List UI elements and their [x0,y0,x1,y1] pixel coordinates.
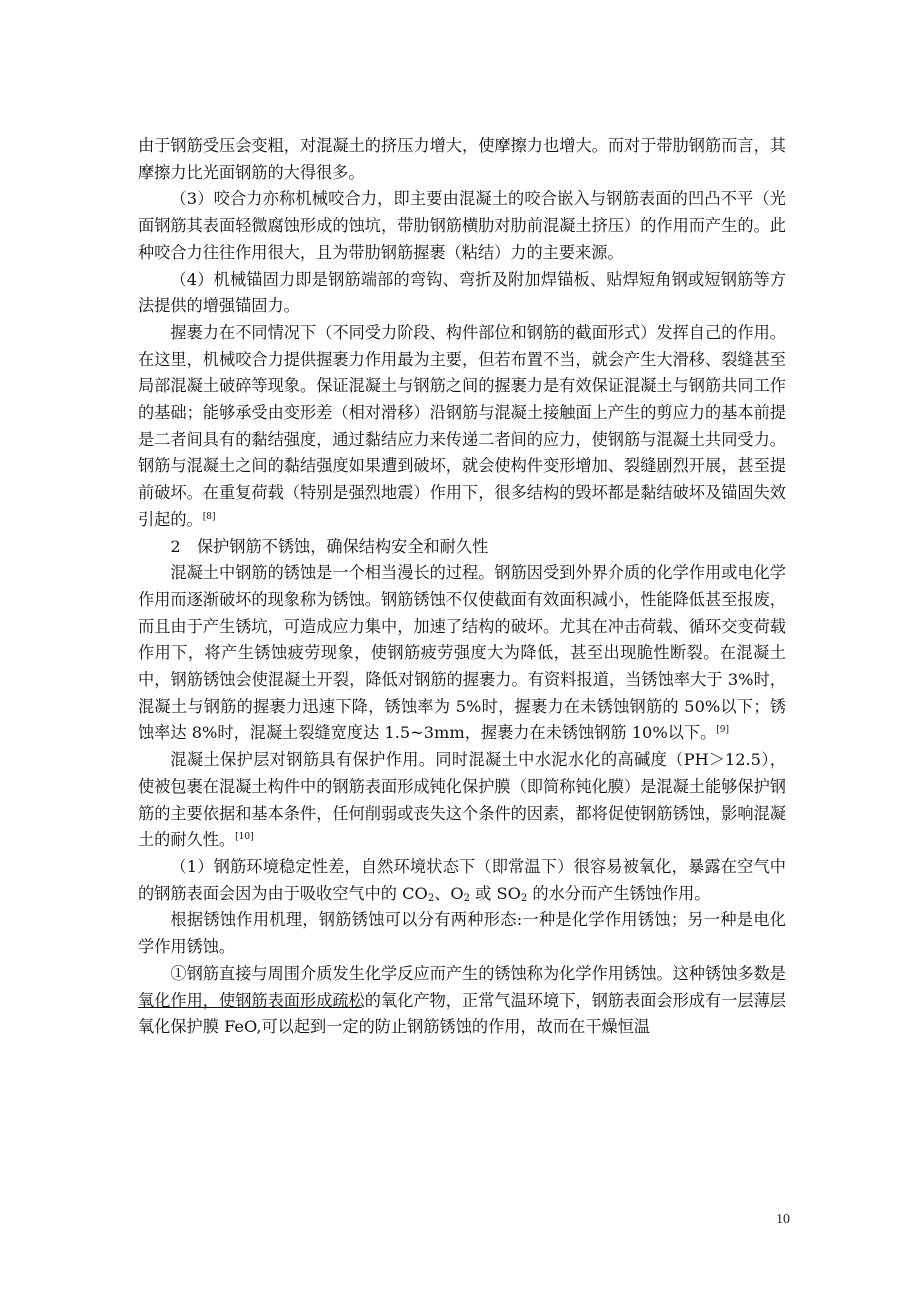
citation-ref: [9] [716,725,730,736]
body-paragraph [138,854,786,907]
body-paragraph [138,320,786,534]
paragraph-text: 的水分而产生锈蚀作用。 [527,883,711,903]
section-heading [138,534,786,561]
paragraph-text: ①钢筋直接与周围介质发生化学反应而产生的锈蚀称为化学作用锈蚀。这种锈蚀多数是氧化作用，使钢筋表面形成疏松的氧化产物，正常气温环境下，钢筋表面会形成有一层薄层氧化保护膜 FeO,可以起到一定的防止钢筋锈蚀的作用，故而在干燥恒温 [138,963,786,1037]
paragraph-text: 由于钢筋受压会变粗，对混凝土的挤压力增大，使摩擦力也增大。而对于带肋钢筋而言，其摩擦力比光面钢筋的大得很多。 [138,136,786,182]
paragraph-text: 混凝土中钢筋的锈蚀是一个相当漫长的过程。钢筋因受到外界介质的化学作用或电化学作用而逐渐破坏的现象称为锈蚀。钢筋锈蚀不仅使截面有效面积减小，性能降低甚至报废，而且由于产生锈坑，可造成应力集中，加速了结构的破坏。尤其在冲击荷载、循环交变荷载作用下，将产生锈蚀疲劳现象，使钢筋疲劳强度大为降低，甚至出现脆性断裂。在混凝土中，钢筋锈蚀会使混凝土开裂，降低对钢筋的握裹力。有资料报道，当锈蚀率大于 3%时，混凝土与钢筋的握裹力迅速下降，锈蚀率为 5%时，握裹力在未锈蚀钢筋的 50%以下；锈蚀率达 8%时，混凝土裂缝宽度达 1.5~3mm，握裹力在未锈蚀钢筋 10%以下。 [138,563,786,743]
body-text [138,133,786,1041]
subscript: 2 [463,892,471,904]
citation-ref: [10] [235,832,254,843]
body-paragraph [138,133,786,186]
paragraph-text: 握裹力在不同情况下（不同受力阶段、构件部位和钢筋的截面形式）发挥自己的作用。在这里，机械咬合力提供握裹力作用最为主要，但若布置不当，就会产生大滑移、裂缝甚至局部混凝土破碎等现象。保证混凝土与钢筋之间的握裹力是有效保证混凝土与钢筋共同工作的基础；能够承受由变形差（相对滑移）沿钢筋与混凝土接触面上产生的剪应力的基本前提是二者间具有的黏结强度，通过黏结应力来传递二者间的应力，使钢筋与混凝土共同受力。钢筋与混凝土之间的黏结强度如果遭到破坏，就会使构件变形增加、裂缝剧烈开展，甚至提前破坏。在重复荷载（特别是强烈地震）作用下，很多结构的毁坏都是黏结破坏及锚固失效引起的。 [138,322,786,529]
subscript: 2 [520,892,528,904]
body-paragraph [138,961,786,1041]
paragraph-text: （4）机械锚固力即是钢筋端部的弯钩、弯折及附加焊锚板、贴焊短角钢或短钢筋等方法提供的增强锚固力。 [138,269,786,316]
paragraph-text: 混凝土保护层对钢筋具有保护作用。同时混凝土中水泥水化的高碱度（PH＞12.5），使被包裹在混凝土构件中的钢筋表面形成钝化保护膜（即简称钝化膜）是混凝土能够保护钢筋的主要依据和基本条件，任何削弱或丧失这个条件的因素，都将促使钢筋锈蚀，影响混凝土的耐久性。 [138,750,786,850]
citation-ref: [8] [202,511,216,522]
body-paragraph [138,267,786,320]
page-number: 10 [776,1212,790,1227]
body-paragraph [138,186,786,266]
paragraph-text: 2 保护钢筋不锈蚀，确保结构安全和耐久性 [170,536,489,556]
body-paragraph [138,907,786,960]
footnote-separator [138,1007,362,1008]
paragraph-text: （3）咬合力亦称机械咬合力，即主要由混凝土的咬合嵌入与钢筋表面的凹凸不平（光面钢筋其表面轻微腐蚀形成的蚀坑，带肋钢筋横肋对肋前混凝土挤压）的作用而产生的。此种咬合力往往作用很大，且为带肋钢筋握裹（粘结）力的主要来源。 [138,189,786,262]
subscript: 2 [427,892,435,904]
paragraph-text: 根据锈蚀作用机理，钢筋锈蚀可以分有两种形态:一种是化学作用锈蚀；另一种是电化学作用锈蚀。 [138,910,786,957]
body-paragraph [138,560,786,747]
paragraph-text: （1）钢筋环境稳定性差，自然环境状态下（即常温下）很容易被氧化，暴露在空气中的钢筋表面会因为由于吸收空气中的 CO [138,856,786,903]
paragraph-text: 、O [434,883,464,903]
paragraph-text: 或 SO [470,883,521,903]
body-paragraph [138,747,786,854]
